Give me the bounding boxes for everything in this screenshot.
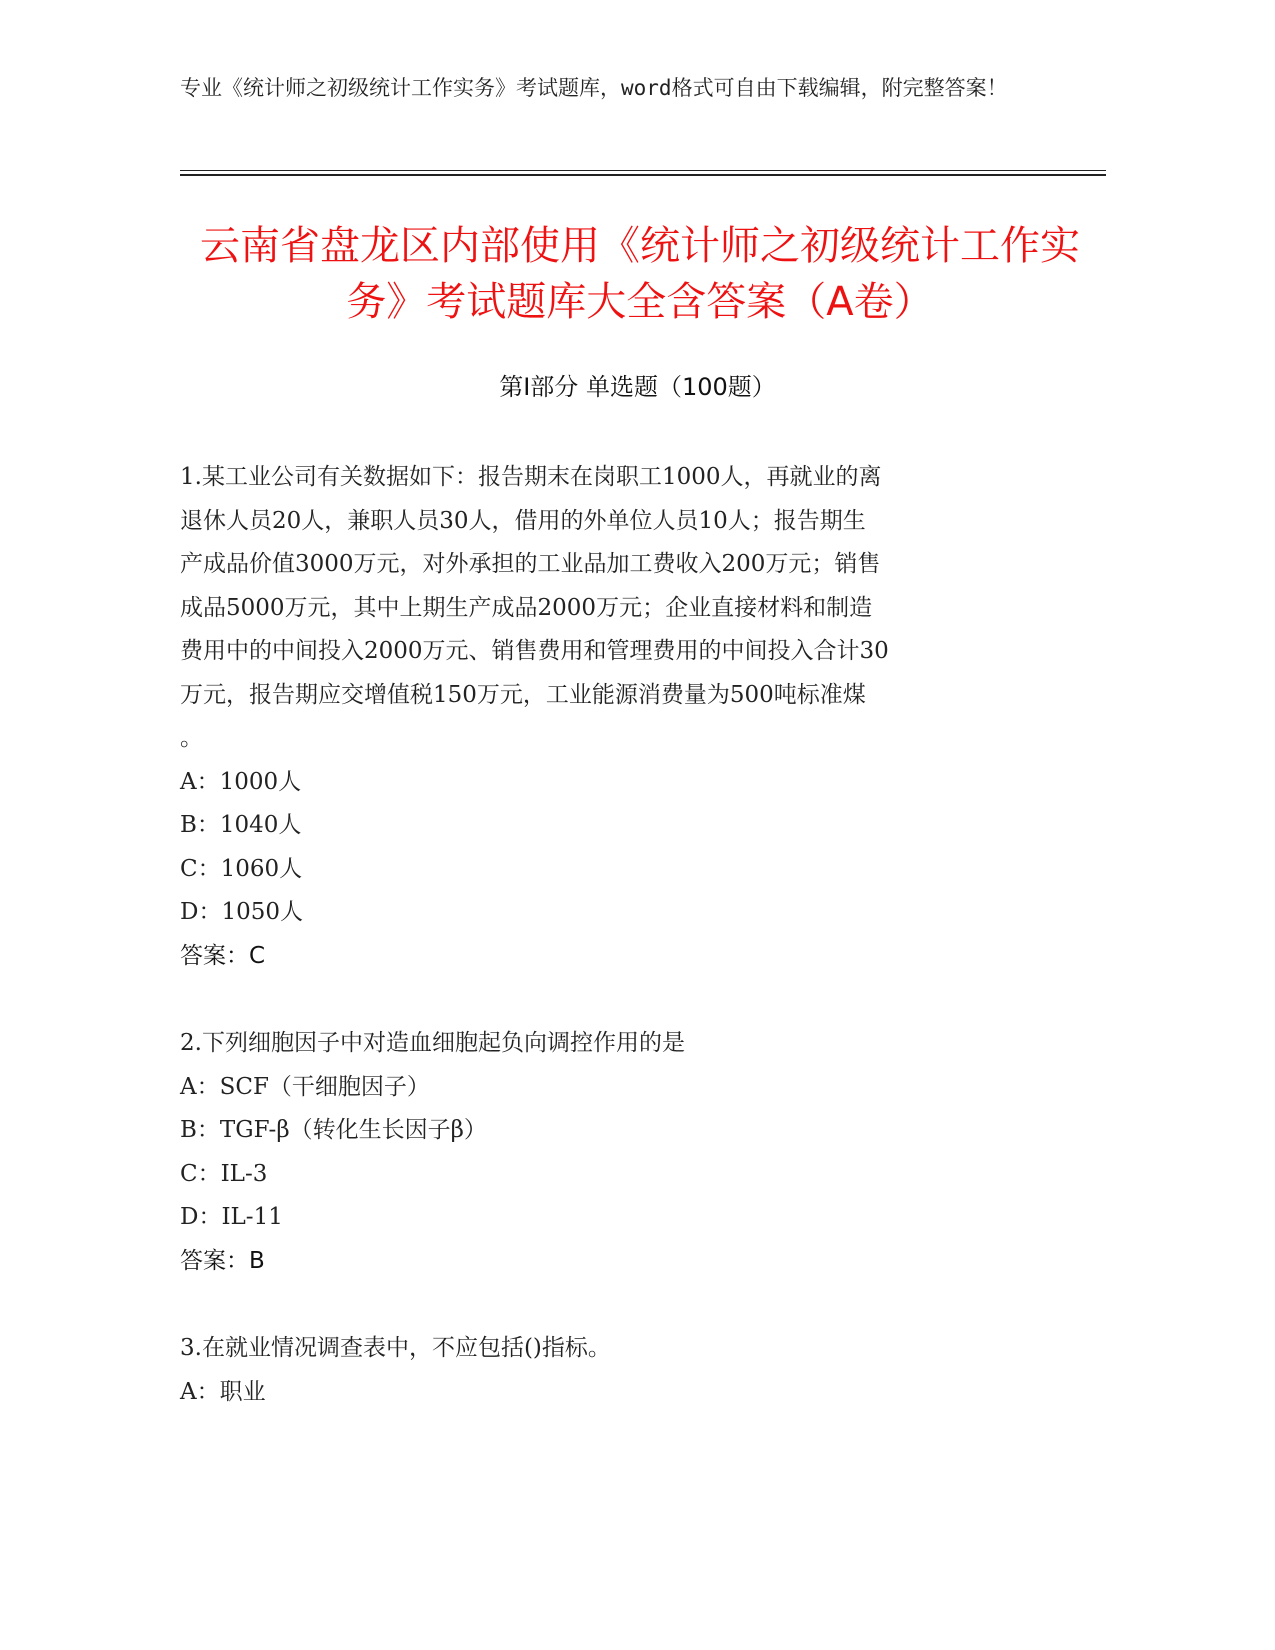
document-title: 云南省盘龙区内部使用《统计师之初级统计工作实务》考试题库大全含答案（A卷） bbox=[200, 223, 1080, 325]
option-d: D：1050人 bbox=[180, 899, 303, 925]
option-c: C：1060人 bbox=[180, 855, 303, 882]
option-b: B：TGF-β（转化生长因子β） bbox=[180, 1117, 487, 1143]
option-a: A：职业 bbox=[180, 1378, 266, 1405]
question-stem: 2.下列细胞因子中对造血细胞起负向调控作用的是 bbox=[180, 1030, 685, 1056]
question-3 bbox=[180, 1327, 1040, 1414]
section-heading: 第Ⅰ部分 单选题（100题） bbox=[499, 373, 776, 401]
question-stem: 1.某工业公司有关数据如下：报告期末在岗职工1000人，再就业的离 退休人员20人，兼职人员30人，借用的外单位人员10人；报告期生 产成品价值3000万元，对外承担的工业品加工费收入200万元；销售 成品5000万元，其中上期生产成品2000万元；企业直接材料和制造 费用中的中间投入2000万元、销售费用和管理费用的中间投入合计30 万元，报告期应交增值税150万元，工业能源消费量为500吨标准煤 。 bbox=[180, 464, 889, 751]
question-2 bbox=[180, 1022, 1040, 1283]
answer-label: 答案：C bbox=[180, 942, 266, 969]
question-stem: 3.在就业情况调查表中，不应包括()指标。 bbox=[180, 1335, 611, 1361]
header-divider-thin bbox=[180, 170, 1106, 171]
question-1 bbox=[180, 456, 1040, 978]
question-list bbox=[180, 456, 1040, 1458]
option-a: A：SCF（干细胞因子） bbox=[180, 1073, 430, 1100]
answer-label: 答案：B bbox=[180, 1247, 265, 1274]
option-b: B：1040人 bbox=[180, 812, 302, 838]
option-c: C：IL-3 bbox=[180, 1160, 268, 1187]
header-divider-thick bbox=[180, 174, 1106, 176]
header-note: 专业《统计师之初级统计工作实务》考试题库，word格式可自由下载编辑，附完整答案！ bbox=[180, 76, 1008, 100]
option-d: D：IL-11 bbox=[180, 1204, 283, 1230]
option-a: A：1000人 bbox=[180, 768, 302, 795]
